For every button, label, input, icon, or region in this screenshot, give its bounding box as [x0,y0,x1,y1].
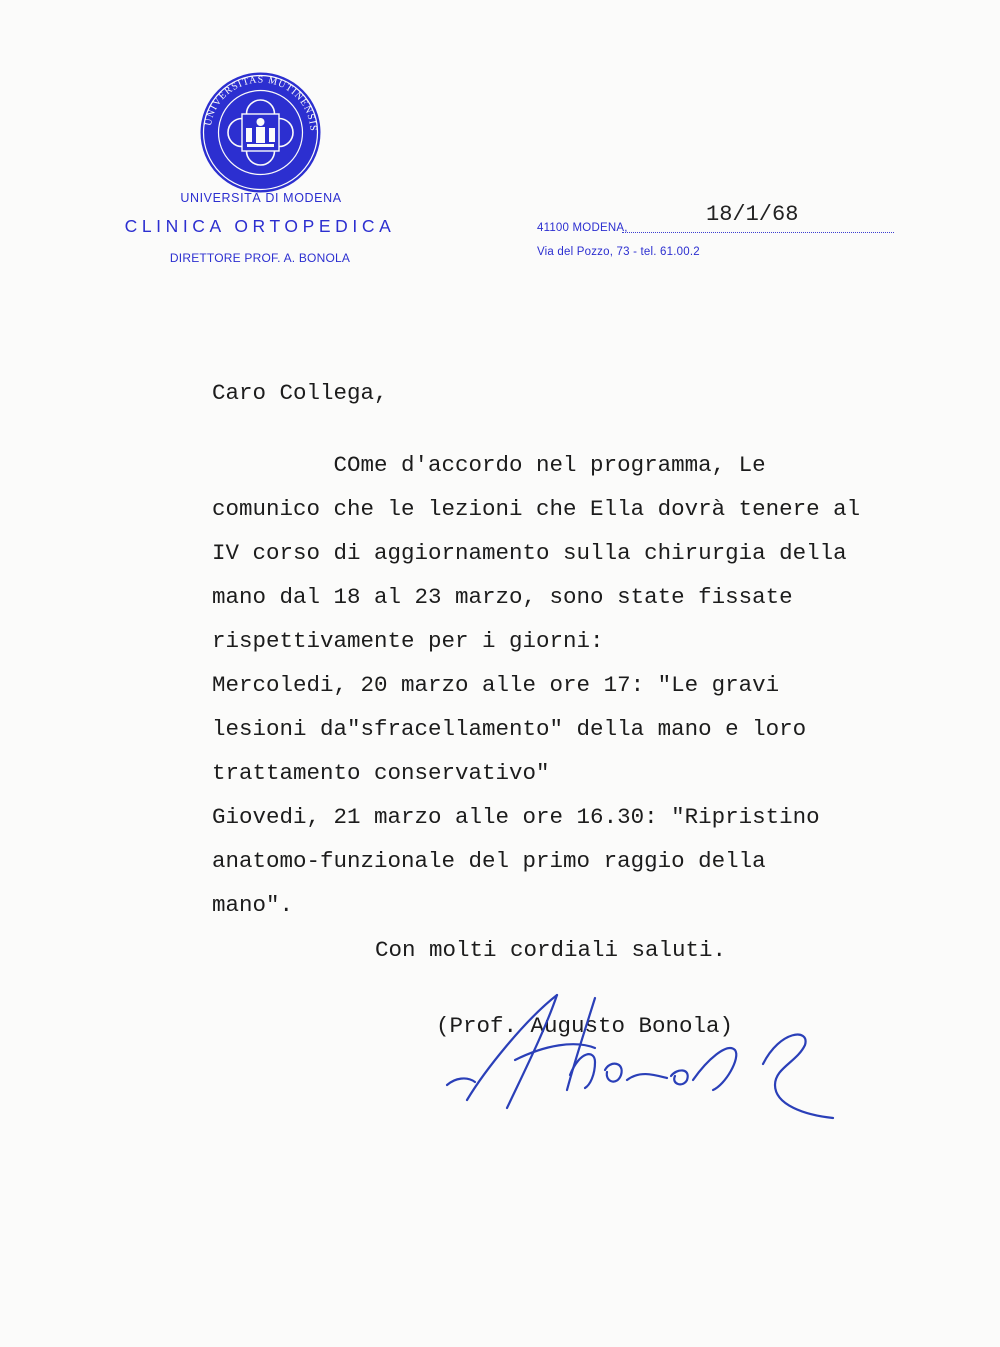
svg-text:UNIVERSITAS MUTINENSIS: UNIVERSITAS MUTINENSIS [202,74,319,133]
address-line: Via del Pozzo, 73 - tel. 61.00.2 [537,246,700,258]
body-line: Giovedi, 21 marzo alle ore 16.30: "Ripristino [212,804,820,830]
body-line: mano dal 18 al 23 marzo, sono state fissate [212,584,793,610]
body-line: comunico che le lezioni che Ella dovrà tenere al [212,496,861,522]
university-name: UNIVERSITÀ DI MODENA [180,191,342,205]
place-line: 41100 MODENA, [537,222,628,234]
letter-date: 18/1/68 [706,202,799,227]
clinic-name: CLINICA ORTOPEDICA [124,216,396,236]
body-line: lesioni da"sfracellamento" della mano e loro [212,716,807,742]
body-line: COme d'accordo nel programma, Le [212,452,766,478]
body-line: rispettivamente per i giorni: [212,628,604,654]
director-line: DIRETTORE PROF. A. BONOLA [169,251,351,265]
signed-name: (Prof. Augusto Bonola) [436,1013,734,1039]
handwritten-signature [445,990,845,1130]
body-line: trattamento conservativo" [212,760,550,786]
university-seal-logo [198,70,323,195]
body-line: anatomo-funzionale del primo raggio della [212,848,766,874]
body-line: IV corso di aggiornamento sulla chirurgia della [212,540,847,566]
date-dotted-line [622,232,894,233]
body-line: mano". [212,892,294,918]
closing: Con molti cordiali saluti. [375,937,727,963]
salutation: Caro Collega, [212,380,388,406]
body-line: Mercoledi, 20 marzo alle ore 17: "Le gravi [212,672,780,698]
